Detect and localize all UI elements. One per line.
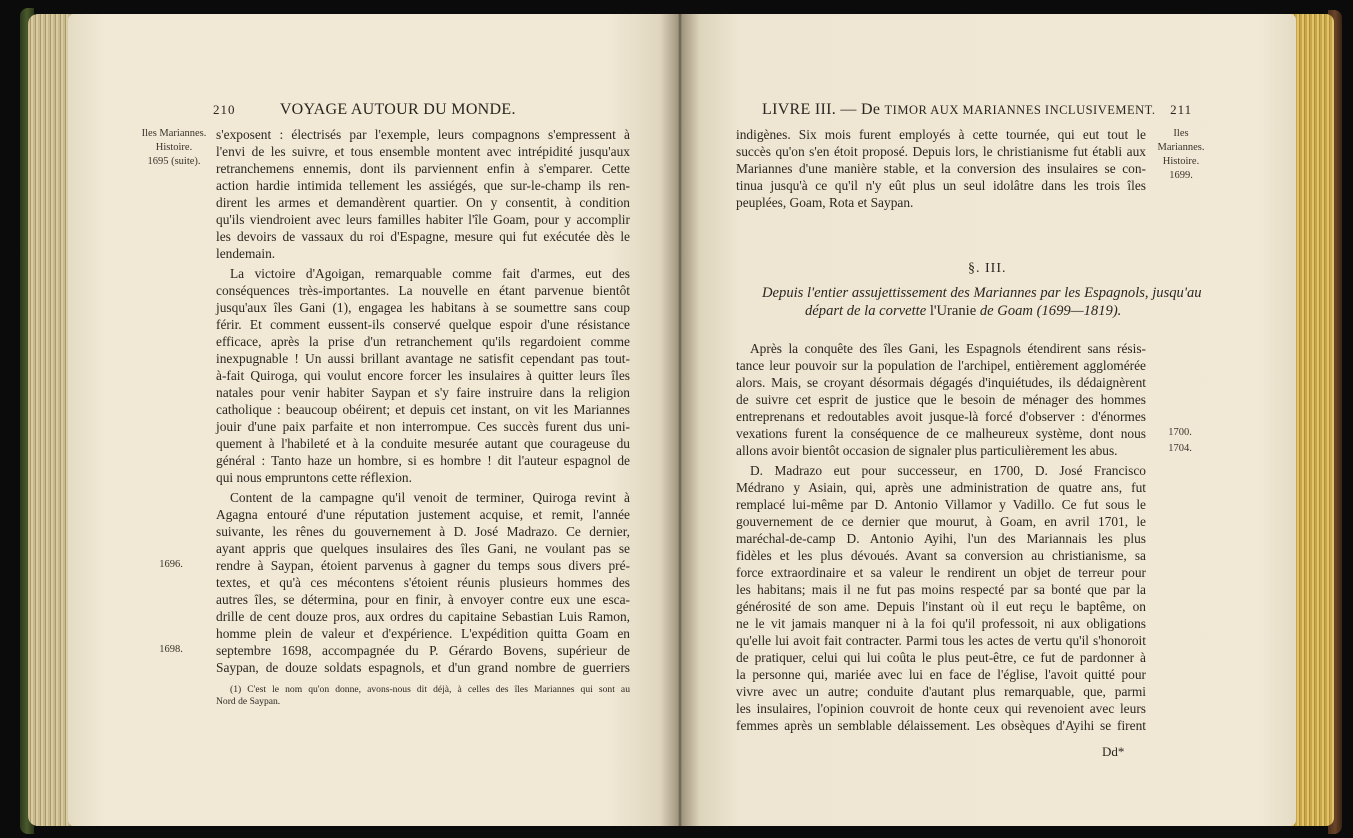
text-line: Content de la campagne qu'il venoit de terminer, Quiroga revint à bbox=[230, 490, 630, 505]
footnote-line: (1) C'est le nom qu'on donne, avons-nous dit déjà, à celles des îles Mariannes qui sont au bbox=[230, 684, 630, 695]
text-line: force extraordinaire et sa valeur le rendirent un objet de terreur pour bbox=[736, 565, 1146, 580]
margin-year-1696: 1696. bbox=[159, 559, 183, 570]
text-line: drille de cent douze pros, aux ordres du capitaine Sebastian Luis Ramon, bbox=[216, 609, 630, 624]
text-line: allons avoir bientôt occasion de signaler plus particulièrement les abus. bbox=[736, 443, 1118, 458]
margin-place: Iles Mariannes. bbox=[141, 128, 207, 139]
margin-section: Histoire. bbox=[155, 142, 193, 153]
text-line: quement à l'habileté et à la conduite mesurée autant que courageuse du bbox=[216, 436, 630, 451]
text-line: les devoirs de vassaux du roi d'Espagne, mesure qui fut exécutée dès le bbox=[216, 229, 630, 244]
text-line: qu'elle lui avoit fait contracter. Parmi tous les actes de vertu qu'il s'honoroit bbox=[736, 633, 1146, 648]
text-line: lendemain. bbox=[216, 246, 276, 261]
text-line: indigènes. Six mois furent employés à cette tournée, qui eut tout le bbox=[736, 127, 1146, 142]
text-line: Après la conquête des îles Gani, les Espagnols étendirent sans résis- bbox=[750, 341, 1146, 356]
text-line: à-fait Quiroga, qui voulut encore forcer les insulaires à quitter leurs îles bbox=[216, 368, 630, 383]
text-line: de suivre cet esprit de justice que le besoin de ménager des hommes bbox=[736, 392, 1146, 407]
left-running-head bbox=[213, 101, 516, 119]
text-line: suivante, les rênes du gouvernement à D. José Madrazo. Ce dernier, bbox=[216, 524, 630, 539]
margin-year-range: 1695 (suite). bbox=[147, 156, 201, 167]
left-running-title: VOYAGE AUTOUR DU MONDE. bbox=[279, 101, 516, 118]
text-line: jouir d'une paix parfaite et non interrompue. Ces succès furent dus uni- bbox=[216, 419, 630, 434]
book-gutter bbox=[660, 14, 700, 826]
right-running-head bbox=[762, 101, 1192, 119]
margin-section: Histoire. bbox=[1162, 156, 1200, 167]
text-line: Agagna entouré d'une réputation justement acquise, et remit, l'année bbox=[216, 507, 630, 522]
right-running-prefix: LIVRE III. — De bbox=[762, 101, 885, 118]
right-page-number: 211 bbox=[1170, 102, 1193, 117]
text-line: rendre à Saypan, étoient parvenus à gagner du temps sous divers pré- bbox=[216, 558, 630, 573]
text-line: qu'ils viendroient avec leurs familles habiter l'île Goam, pour y accomplir bbox=[216, 212, 630, 227]
text-line: action hardie intimida tellement les assiégés, que sur-le-champ ils ren- bbox=[216, 178, 630, 193]
text-line: homme plein de valeur et d'expérience. L'expédition quitta Goam en bbox=[216, 626, 630, 641]
text-line: septembre 1698, accompagnée du P. Gérardo Bovens, supérieur de bbox=[216, 643, 630, 658]
section-title-line-2 bbox=[805, 302, 1121, 320]
text-line: D. Madrazo eut pour successeur, en 1700, D. José Francisco bbox=[750, 463, 1146, 478]
text-line: l'envi de les suivre, et tous ensemble montent avec intrépidité jusqu'aux bbox=[216, 144, 630, 159]
text-line: tinua jusqu'à ce qu'il n'y eût plus un seul idolâtre dans les trois îles bbox=[736, 178, 1146, 193]
right-margin-notes bbox=[1150, 127, 1212, 183]
text-line: efficace, après la prise d'un retranchement qu'ils regardoient comme bbox=[216, 334, 630, 349]
text-line: générosité de son ame. Depuis l'instant où il eut reçu le baptême, on bbox=[736, 599, 1146, 614]
margin-year-1699: 1699. bbox=[1169, 170, 1193, 181]
text-line: ayant appris que quelques insulaires des îles Gani, ne voulant pas se bbox=[216, 541, 630, 556]
right-running-title: TIMOR AUX MARIANNES INCLUSIVEMENT. bbox=[884, 103, 1156, 117]
text-line: natales pour venir habiter Saypan et s'y faire instruire dans la religion bbox=[216, 385, 630, 400]
page-edges-right bbox=[1290, 14, 1334, 826]
text-line: autres îles, se détermina, pour en finir, à envoyer contre eux une esca- bbox=[216, 592, 630, 607]
text-line: catholique : beaucoup obéirent; et depuis cet instant, on vit les Mariannes bbox=[216, 402, 630, 417]
text-line: tance leur pouvoir sur la population de l'archipel, entièrement agglomérée bbox=[736, 358, 1146, 373]
text-line: fidèles et les plus dévoués. Avant sa conversion au christianisme, sa bbox=[736, 548, 1146, 563]
text-line: peuplées, Goam, Rota et Saypan. bbox=[736, 195, 914, 210]
text-line: qui nous empruntons cette réflexion. bbox=[216, 470, 412, 485]
text-line: entreprenans et redoutables avoit jusque-là forcé d'observer : d'énormes bbox=[736, 409, 1146, 424]
text-line: remplacé lui-même par D. Antonio Villamor y Vadillo. Ce fut sous le bbox=[736, 497, 1146, 512]
text-line: de pratiquer, celui qui lui coûta le plus peut-être, ce fut de pardonner à bbox=[736, 650, 1146, 665]
text-line: les habitans; mais il ne fut pas moins respecté par sa bonté que par la bbox=[736, 582, 1146, 597]
footnote-line: Nord de Saypan. bbox=[216, 696, 281, 707]
ship-name: l'Uranie bbox=[929, 303, 977, 319]
text-line: La victoire d'Agoigan, remarquable comme fait d'armes, eut des bbox=[230, 266, 630, 281]
margin-year-1698: 1698. bbox=[159, 644, 183, 655]
text-line: Médrano y Asiain, qui, après une administration de quatre ans, fut bbox=[736, 480, 1146, 495]
text-line: textes, et qu'à ces mécontens s'étoient réunis plusieurs hommes des bbox=[216, 575, 630, 590]
text-line: s'exposent : électrisés par l'exemple, leurs compagnons s'empressent à bbox=[216, 127, 630, 142]
text-line: férir. Et comment eussent-ils conservé quelque espoir d'une résistance bbox=[216, 317, 630, 332]
text-line: jusqu'aux îles Gani (1), engagea les habitans à se soumettre sans coup bbox=[216, 300, 630, 315]
text-line: les insulaires, l'opinion couvroit de honte ceux qui revenoient avec leurs bbox=[736, 701, 1146, 716]
text-line: alors. Mais, se croyant désormais dégagés d'inquiétudes, ils dédaignèrent bbox=[736, 375, 1146, 390]
text-line: ne le vit jamais manquer ni à la foi qu'il professoit, ni aux obligations bbox=[736, 616, 1146, 631]
section-title-part: départ de la corvette bbox=[805, 303, 930, 319]
left-margin-notes bbox=[138, 127, 210, 169]
left-page-number: 210 bbox=[213, 102, 236, 117]
text-line: retranchemens ennemis, dont ils parviennent enfin à s'emparer. Cette bbox=[216, 161, 630, 176]
text-line: général : Tanto haze un hombre, si es hombre ! dit l'auteur espagnol de bbox=[216, 453, 630, 468]
text-line: succès qu'on s'en étoit proposé. Depuis lors, le christianisme fut établi aux bbox=[736, 144, 1146, 159]
text-line: la personne qui, mariée avec lui en face de l'église, l'avoit quitté pour bbox=[736, 667, 1146, 682]
section-title-line-1: Depuis l'entier assujettissement des Mariannes par les Espagnols, jusqu'au bbox=[762, 285, 1202, 301]
text-line: vivre avec un autre; conduite d'autant plus remarquable, que, parmi bbox=[736, 684, 1146, 699]
margin-year-1700: 1700. bbox=[1168, 427, 1192, 438]
text-line: Saypan, de douze soldats espagnols, et d'un grand nombre de guerriers bbox=[216, 660, 630, 675]
margin-place: Iles Mariannes. bbox=[1157, 128, 1205, 153]
text-line: gouvernement de ce dernier que mourut, à Goam, en avril 1701, le bbox=[736, 514, 1146, 529]
text-line: maréchal-de-camp D. Antonio Ayihi, l'un des Mariannais les plus bbox=[736, 531, 1146, 546]
text-line: femmes après un semblable délaissement. Les obsèques d'Ayihi se firent bbox=[736, 718, 1146, 733]
text-line: dirent les armes et demandèrent quartier. On y consentit, à condition bbox=[216, 195, 630, 210]
signature-mark: Dd* bbox=[1102, 744, 1125, 759]
margin-year-1704: 1704. bbox=[1168, 443, 1192, 454]
section-mark: §. III. bbox=[968, 261, 1007, 276]
text-line: conséquences très-importantes. La nouvelle en étant parvenue bientôt bbox=[216, 283, 630, 298]
text-line: Mariannes d'une manière stable, et la conversion des insulaires se con- bbox=[736, 161, 1146, 176]
text-line: inexpugnable ! Un aussi brillant avantage ne satisfit cependant pas tout- bbox=[216, 351, 630, 366]
section-title-part: de Goam (1699—1819). bbox=[976, 303, 1122, 319]
text-line: vexations furent la conséquence de ce malheureux système, dont nous bbox=[736, 426, 1146, 441]
